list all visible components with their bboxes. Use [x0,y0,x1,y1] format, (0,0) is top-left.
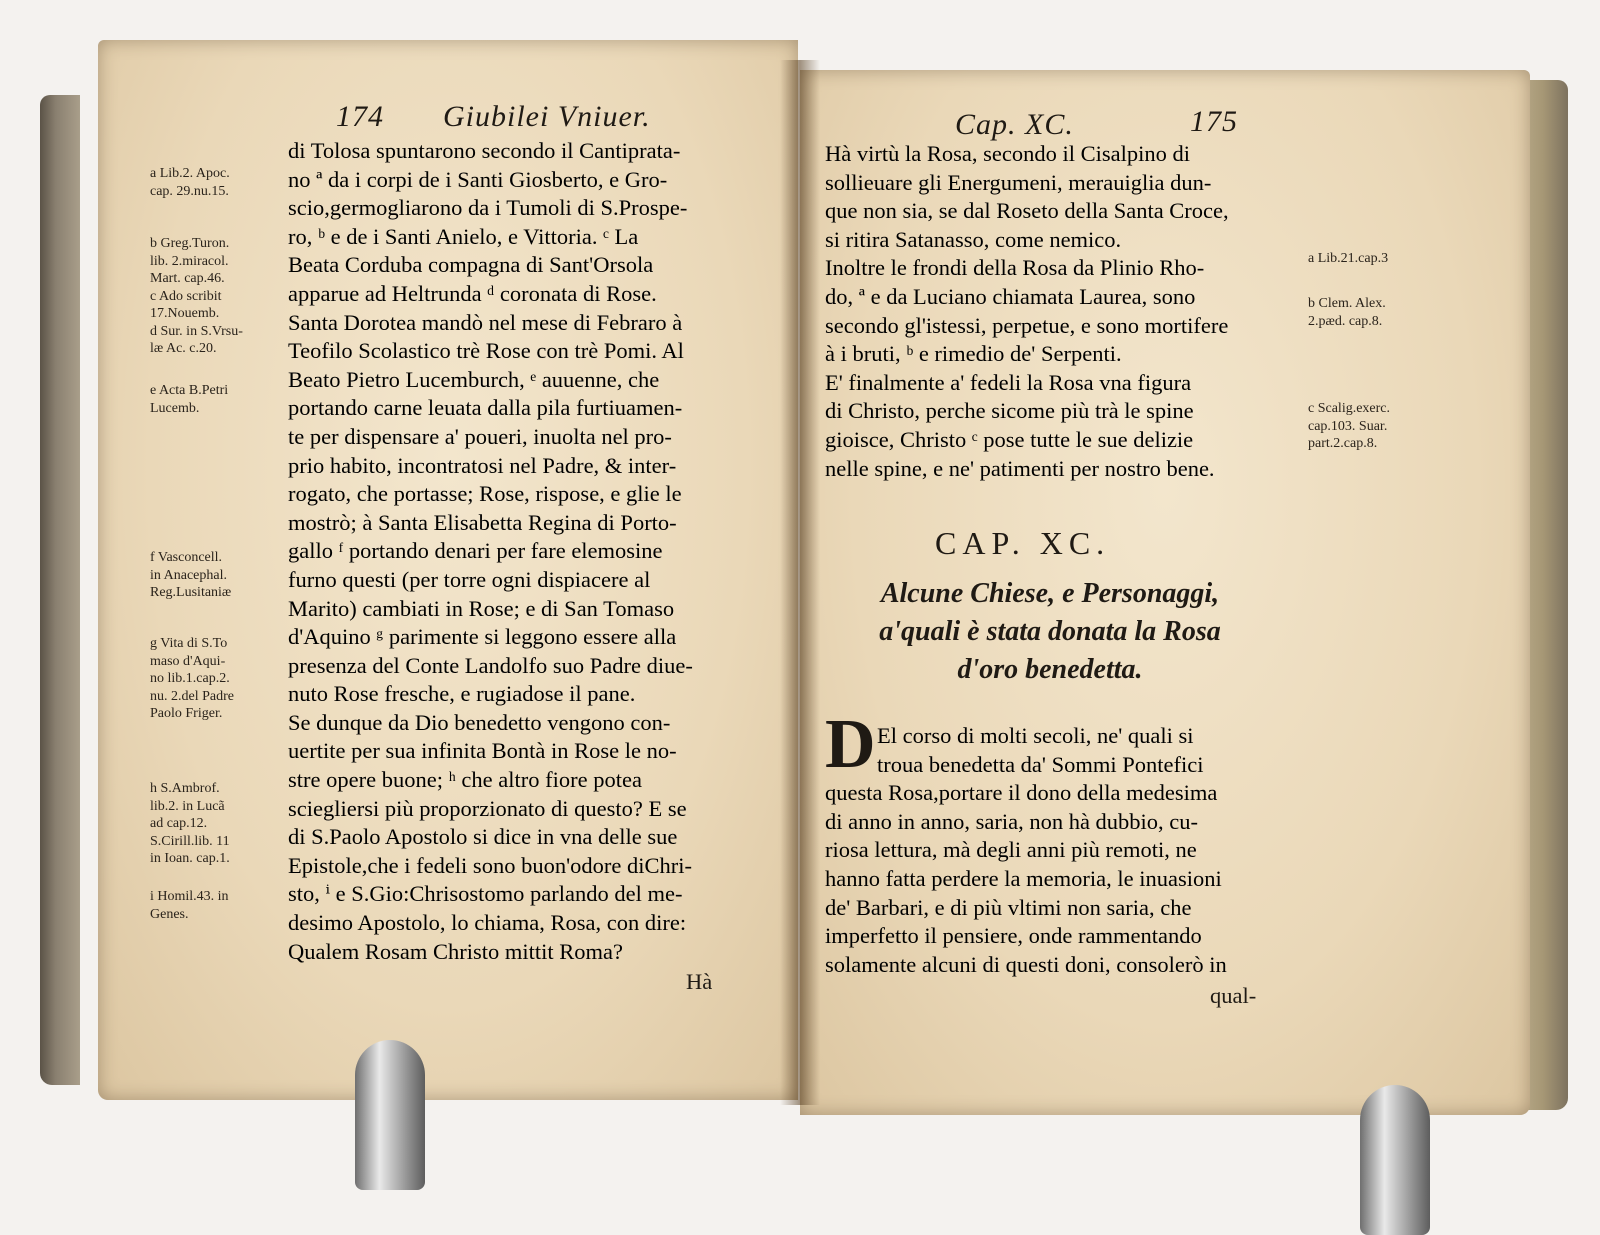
margin-note-c-right: c Scalig.exerc. cap.103. Suar. part.2.cap.8. [1308,401,1391,451]
left-catchword: Hà [686,969,713,994]
left-body-line: prio habito, incontratosi nel Padre, & inter- [288,452,677,478]
margin-note-a: a Lib.2. Apoc. cap. 29.nu.15. [150,166,230,199]
margin-note-b-right: b Clem. Alex. 2.pæd. cap.8. [1308,296,1386,329]
left-body-line: Epistole,che i fedeli sono buon'odore diChri- [288,852,692,878]
right-body-line: que non sia, se dal Roseto della Santa Croce, [825,198,1229,224]
chapter-body-line: troua benedetta da' Sommi Pontefici [877,751,1204,777]
left-page-number: 174 [336,100,384,133]
margin-note-a-right: a Lib.21.cap.3 [1308,251,1389,266]
right-page [800,70,1530,1115]
margin-note-g: g Vita di S.To maso d'Aqui- no lib.1.cap.2. nu. 2.del Padre Paolo Friger. [150,636,234,721]
left-body-line: Santa Dorotea mandò nel mese di Febraro à [288,309,683,335]
chapter-body-line: imperfetto il pensiere, onde rammentando [825,923,1202,949]
left-page [98,40,798,1100]
left-body-line: ro, ᵇ e de i Santi Anielo, e Vittoria. ᶜ La [288,223,639,249]
left-body-line: sto, ⁱ e S.Gio:Chrisostomo parlando del me- [288,881,683,907]
page-clip-right [1360,1085,1430,1235]
chapter-body-line: solamente alcuni di questi doni, consolerò in [825,951,1227,977]
subtitle-line: d'oro benedetta. [957,654,1143,685]
right-catchword: qual- [1210,983,1257,1008]
left-body-line: sciegliersi più proporzionato di questo? E se [288,795,687,821]
left-body-line: Beata Corduba compagna di Sant'Orsola [288,252,654,278]
left-body-line: Qualem Rosam Christo mittit Roma? [288,938,623,964]
right-body-line: gioisce, Christo ᶜ pose tutte le sue delizie [825,426,1194,452]
left-body-line: presenza del Conte Landolfo suo Padre diue- [288,652,693,678]
drop-cap: D [825,706,876,783]
right-page-number: 175 [1190,105,1238,138]
right-running-head: Cap. XC. [955,108,1074,141]
chapter-body-line: de' Barbari, e di più vltimi non saria, che [825,894,1192,920]
right-body-text [825,140,1229,483]
right-body-line: à i bruti, ᵇ e rimedio de' Serpenti. [825,341,1122,367]
left-body-line: uertite per sua infinita Bontà in Rose le no- [288,738,677,764]
margin-note-i: i Homil.43. in Genes. [150,889,229,922]
chapter-body-line: questa Rosa,portare il dono della medesima [825,780,1218,806]
left-body-line: di Tolosa spuntarono secondo il Cantiprata- [288,138,681,163]
right-body-line: si ritira Satanasso, come nemico. [825,226,1122,252]
left-body-line: apparue ad Heltrunda ᵈ coronata di Rose. [288,280,657,306]
margin-note-e: e Acta B.Petri Lucemb. [150,383,229,416]
margin-note-h: h S.Ambrof. lib.2. in Lucã ad cap.12. S.Cirill.lib. 11 in Ioan. cap.1. [150,781,230,866]
left-body-line: scio,germogliarono da i Tumoli di S.Prospe- [288,195,688,221]
margin-note-b: b Greg.Turon. lib. 2.miracol. Mart. cap.46. c Ado scribit 17.Nouemb. d Sur. in S.Vrsu- læ Ac. c.20. [150,236,243,356]
page-clip-left [355,1040,425,1190]
left-body-line: mostrò; à Santa Elisabetta Regina di Porto- [288,509,677,535]
margin-note-f: f Vasconcell. in Anacephal. Reg.Lusitaniæ [150,550,232,600]
right-body-line: E' finalmente a' fedeli la Rosa vna figura [825,369,1192,395]
left-running-head: Giubilei Vniuer. [443,100,651,133]
chapter-body-line: di anno in anno, saria, non hà dubbio, cu- [825,808,1199,834]
right-body-line: secondo gl'istessi, perpetue, e sono mortifere [825,312,1229,338]
chapter-body-text [825,722,1227,979]
chapter-body-line: hanno fatta perdere la memoria, le inuasioni [825,865,1222,891]
right-body-line: Inoltre le frondi della Rosa da Plinio Rho- [825,255,1205,281]
subtitle-line: Alcune Chiese, e Personaggi, [880,578,1220,609]
left-body-line: Marito) cambiati in Rose; e di San Tomaso [288,595,675,621]
right-body-line: di Christo, perche sicome più trà le spine [825,398,1194,424]
right-body-line: nelle spine, e ne' patimenti per nostro bene. [825,455,1215,481]
left-body-line: gallo ᶠ portando denari per fare elemosine [288,538,663,564]
left-body-line: rogato, che portasse; Rose, rispose, e glie le [288,481,682,507]
chapter-subtitle [820,575,1280,689]
book-edge-left [40,95,80,1085]
left-body-line: nuto Rose fresche, e rugiadose il pane. [288,681,636,707]
left-body-line: te per dispensare a' poueri, inuolta nel pro- [288,423,672,449]
left-body-line: desimo Apostolo, lo chiama, Rosa, con dire: [288,910,687,936]
left-body-line: no ª da i corpi de i Santi Giosberto, e Gro- [288,166,668,192]
left-body-line: d'Aquino ᵍ parimente si leggono essere alla [288,624,677,650]
left-body-line: Teofilo Scolastico trè Rose con trè Pomi. Al [288,338,684,364]
right-body-line: do, ª e da Luciano chiamata Laurea, sono [825,283,1196,309]
left-body-line: portando carne leuata dalla pila furtiuamen- [288,395,683,421]
left-body-line: furno questi (per torre ogni dispiacere al [288,566,651,592]
chapter-body-line: riosa lettura, mà degli anni più remoti, ne [825,837,1197,863]
left-body-line: stre opere buone; ʰ che altro fiore potea [288,767,642,793]
left-body-line: di S.Paolo Apostolo si dice in vna delle sue [288,824,678,850]
left-body-line: Beato Pietro Lucemburch, ᵉ auuenne, che [288,366,660,392]
chapter-title: CAP. XC. [935,525,1111,561]
left-body-line: Se dunque da Dio benedetto vengono con- [288,709,671,735]
left-body-text [288,137,693,966]
subtitle-line: a'quali è stata donata la Rosa [879,616,1221,647]
right-body-line: Hà virtù la Rosa, secondo il Cisalpino di [825,141,1190,166]
right-body-line: sollieuare gli Energumeni, merauiglia dun- [825,169,1212,195]
chapter-body-line: El corso di molti secoli, ne' quali si [877,723,1194,748]
book-gutter [780,60,820,1105]
